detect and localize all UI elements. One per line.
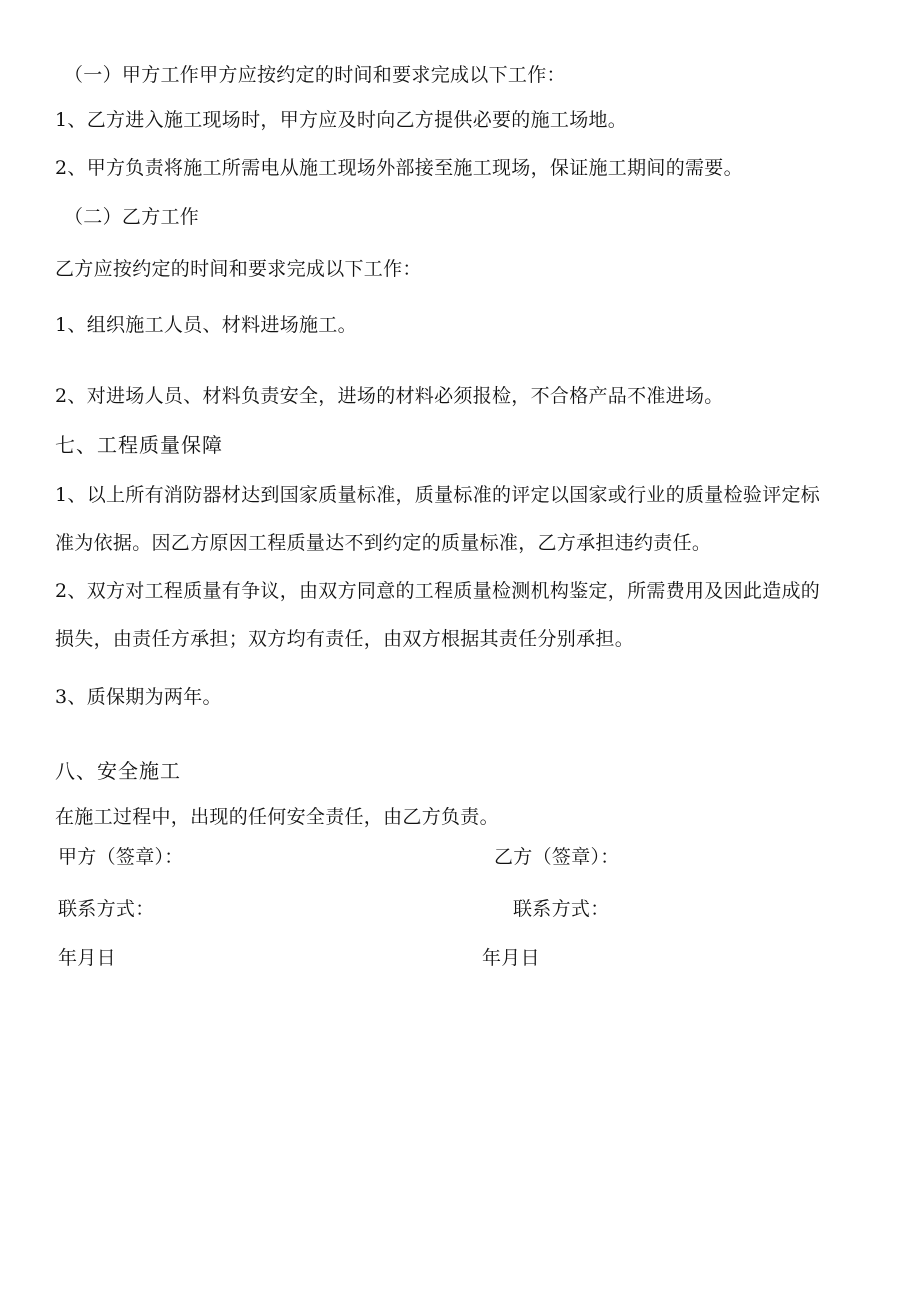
party-b-seal-label: 乙方（签章）： xyxy=(494,846,620,868)
party-b-work-item-2: 2、对进场人员、材料负责安全，进场的材料必须报检，不合格产品不准进场。 xyxy=(55,385,724,407)
party-b-date-label: 年月日 xyxy=(482,947,540,969)
party-a-work-item-2: 2、甲方负责将施工所需电从施工现场外部接至施工现场，保证施工期间的需要。 xyxy=(55,157,743,179)
safety-heading: 八、安全施工 xyxy=(55,759,181,783)
party-b-work-heading: （二）乙方工作 xyxy=(64,206,200,228)
party-a-contact-label: 联系方式： xyxy=(58,898,155,920)
quality-item-1-line-2: 准为依据。因乙方原因工程质量达不到约定的质量标准，乙方承担违约责任。 xyxy=(55,532,712,554)
party-b-contact-label: 联系方式： xyxy=(513,898,610,920)
party-a-work-item-1: 1、乙方进入施工现场时，甲方应及时向乙方提供必要的施工场地。 xyxy=(55,109,628,131)
party-b-work-item-1: 1、组织施工人员、材料进场施工。 xyxy=(55,314,357,336)
party-a-date-label: 年月日 xyxy=(58,947,116,969)
party-a-work-heading: （一）甲方工作甲方应按约定的时间和要求完成以下工作： xyxy=(64,64,566,86)
party-a-seal-label: 甲方（签章）： xyxy=(58,846,184,868)
quality-item-1-line-1: 1、以上所有消防器材达到国家质量标准，质量标准的评定以国家或行业的质量检验评定标 xyxy=(55,484,821,506)
quality-item-2-line-1: 2、双方对工程质量有争议，由双方同意的工程质量检测机构鉴定，所需费用及因此造成的 xyxy=(55,580,821,602)
safety-text: 在施工过程中，出现的任何安全责任，由乙方负责。 xyxy=(55,806,499,828)
party-b-work-intro: 乙方应按约定的时间和要求完成以下工作： xyxy=(55,258,422,280)
quality-item-3: 3、质保期为两年。 xyxy=(55,686,222,708)
quality-assurance-heading: 七、工程质量保障 xyxy=(55,433,223,457)
quality-item-2-line-2: 损失，由责任方承担；双方均有责任，由双方根据其责任分别承担。 xyxy=(55,628,635,650)
